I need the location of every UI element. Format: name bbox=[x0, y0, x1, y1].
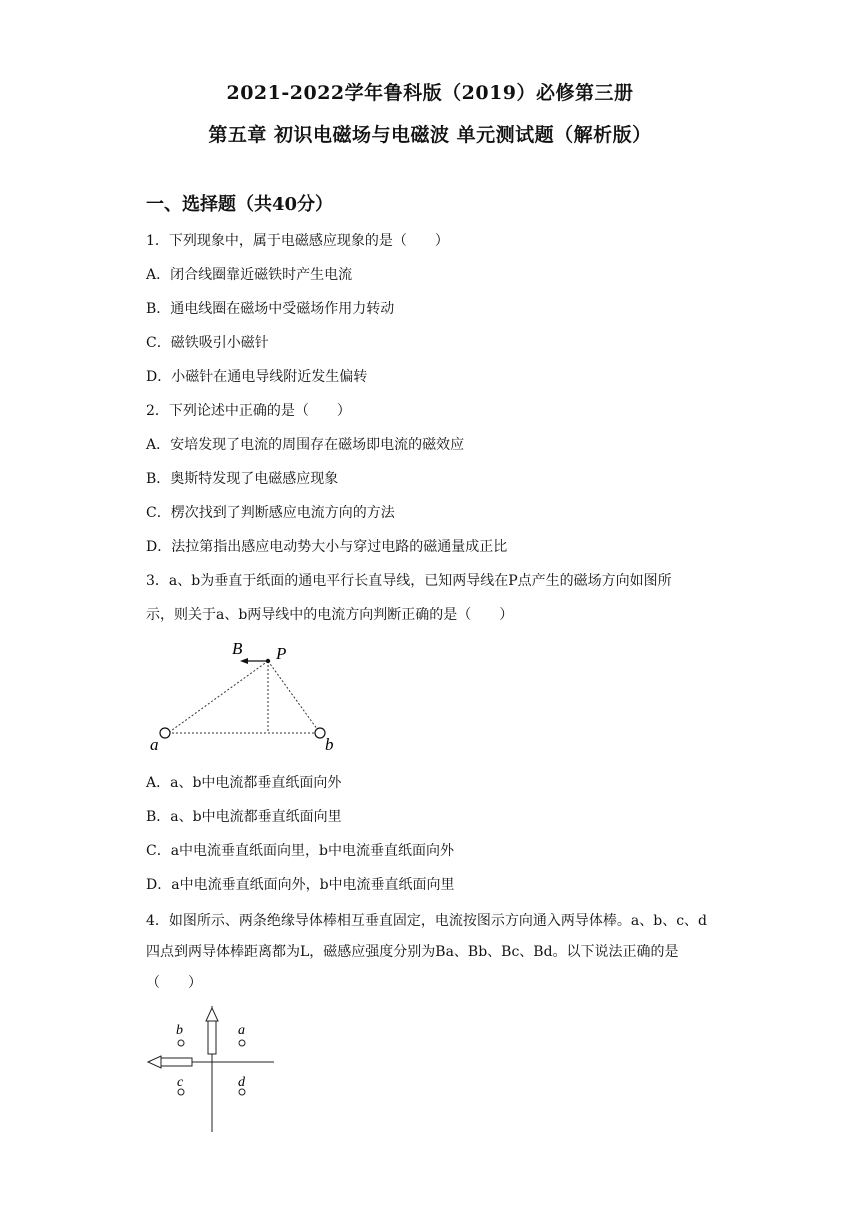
q2-option-a: A．安培发现了电流的周围存在磁场即电流的磁效应 bbox=[146, 437, 465, 453]
q4-figure bbox=[140, 998, 280, 1136]
q3-line-pa bbox=[168, 661, 268, 733]
q3-stem-line1: 3．a、b为垂直于纸面的通电平行长直导线，已知两导线在P点产生的磁场方向如图所 bbox=[146, 573, 672, 589]
q1-option-a: A．闭合线圈靠近磁铁时产生电流 bbox=[146, 267, 353, 283]
q2-option-b: B．奥斯特发现了电磁感应现象 bbox=[146, 471, 339, 487]
q1-stem: 1．下列现象中，属于电磁感应现象的是（ ） bbox=[146, 233, 449, 249]
q3-option-c: C．a中电流垂直纸面向里，b中电流垂直纸面向外 bbox=[146, 843, 455, 859]
q3-label-b-field: B bbox=[232, 639, 243, 658]
q4-up-arrow-head bbox=[206, 1008, 218, 1021]
document-title: 2021-2022学年鲁科版（2019）必修第三册 bbox=[226, 82, 634, 104]
q3-stem-line2: 示，则关于a、b两导线中的电流方向判断正确的是（ ） bbox=[146, 607, 514, 623]
q3-field-arrow-head bbox=[240, 658, 248, 664]
q2-option-d: D．法拉第指出感应电动势大小与穿过电路的磁通量成正比 bbox=[146, 539, 508, 555]
q4-label-b: b bbox=[176, 1023, 183, 1038]
q4-label-a: a bbox=[238, 1023, 245, 1038]
q3-label-a: a bbox=[150, 735, 159, 754]
q3-label-b: b bbox=[325, 735, 334, 754]
q3-wire-b bbox=[315, 728, 325, 738]
q4-label-c: c bbox=[177, 1075, 184, 1090]
q2-option-c: C．楞次找到了判断感应电流方向的方法 bbox=[146, 505, 395, 521]
q3-option-d: D．a中电流垂直纸面向外，b中电流垂直纸面向里 bbox=[146, 877, 455, 893]
q1-option-b: B．通电线圈在磁场中受磁场作用力转动 bbox=[146, 301, 395, 317]
q1-option-c: C．磁铁吸引小磁针 bbox=[146, 335, 269, 351]
section-heading: 一、选择题（共40分） bbox=[146, 194, 334, 215]
q3-option-a: A．a、b中电流都垂直纸面向外 bbox=[146, 775, 342, 791]
q1-option-d: D．小磁针在通电导线附近发生偏转 bbox=[146, 369, 368, 385]
q3-point-p bbox=[266, 659, 270, 663]
q2-stem: 2．下列论述中正确的是（ ） bbox=[146, 403, 351, 419]
q3-figure bbox=[140, 632, 350, 762]
document-subtitle: 第五章 初识电磁场与电磁波 单元测试题（解析版） bbox=[208, 124, 652, 146]
q3-label-p: P bbox=[276, 644, 287, 663]
q3-line-pb bbox=[268, 661, 320, 733]
q4-point-a bbox=[239, 1040, 245, 1046]
q4-stem: 4．如图所示、两条绝缘导体棒相互垂直固定，电流按图示方向通入两导体棒。a、b、c、d四点到两导体棒距离都为L，磁感应强度分别为Ba、Bb、Bc、Bd。以下说法正确的是（ ） bbox=[146, 913, 708, 991]
q4-left-arrow-shaft bbox=[160, 1058, 192, 1066]
q3-wire-a bbox=[160, 728, 170, 738]
q4-point-b bbox=[178, 1040, 184, 1046]
q3-option-b: B．a、b中电流都垂直纸面向里 bbox=[146, 809, 342, 825]
q4-label-d: d bbox=[238, 1075, 245, 1090]
q4-left-arrow-head bbox=[148, 1056, 161, 1068]
q4-up-arrow-shaft bbox=[208, 1020, 216, 1054]
